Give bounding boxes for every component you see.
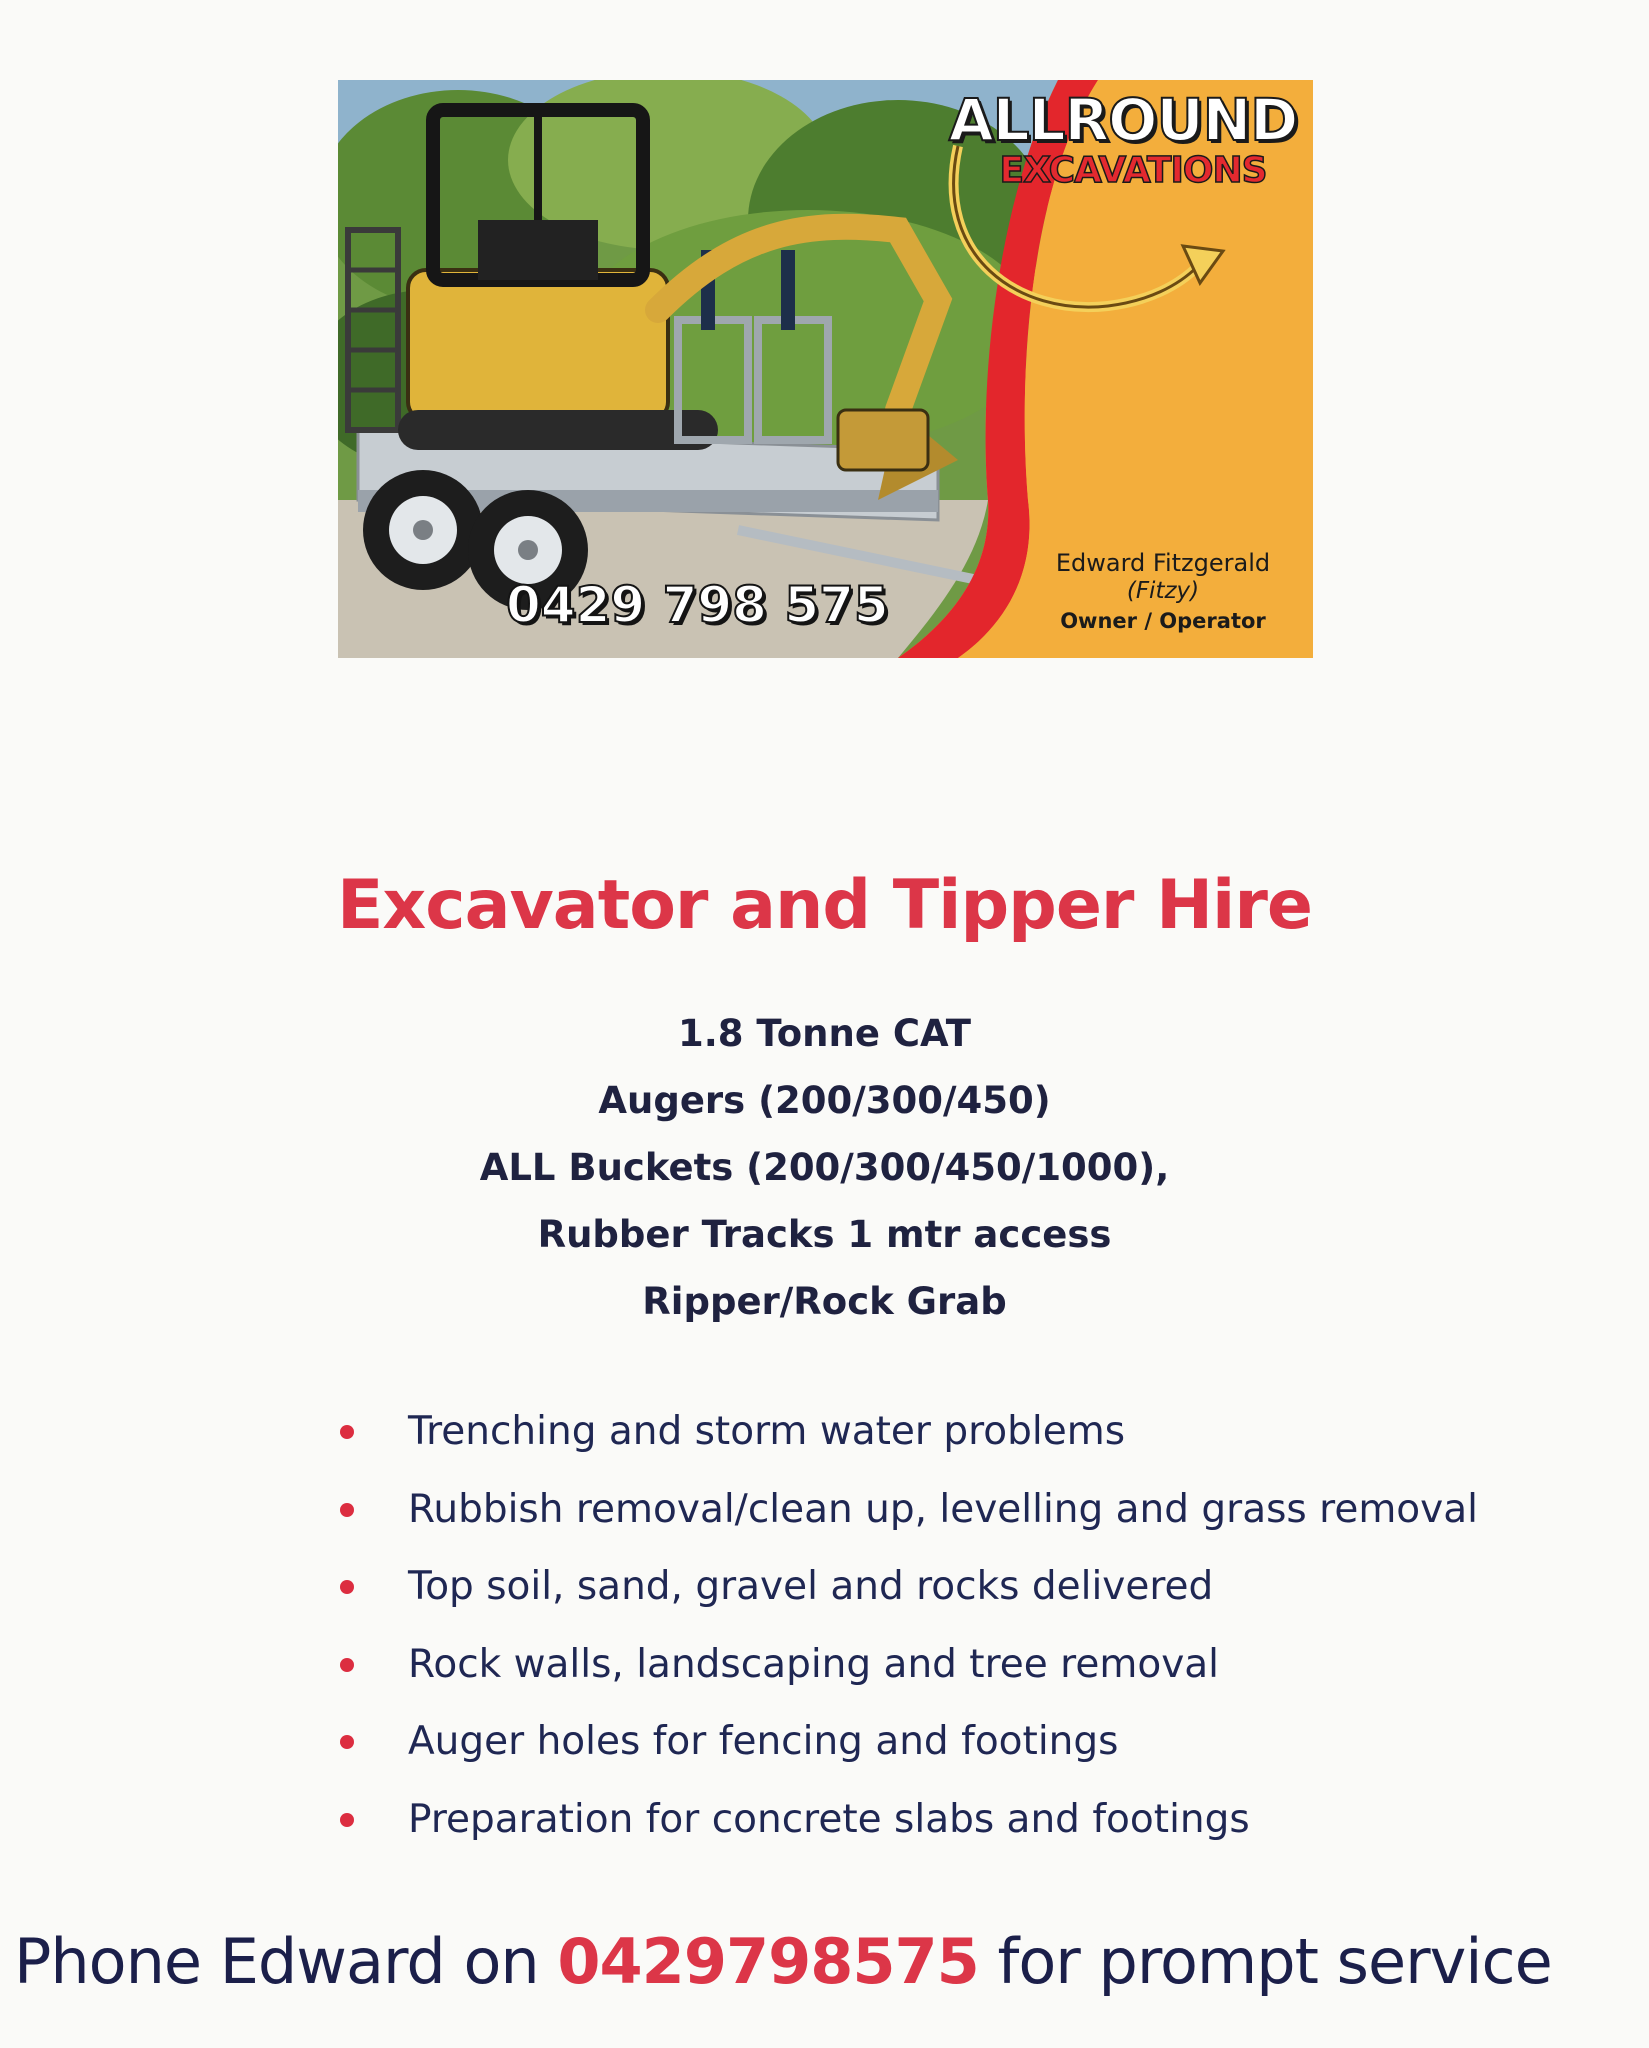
equipment-specs-list — [0, 1000, 1649, 1335]
card-phone-number: 0429 798 575 — [506, 576, 889, 634]
spec-item: Rubber Tracks 1 mtr access — [537, 1213, 1112, 1256]
service-item — [330, 1400, 1478, 1478]
service-text: Trenching and storm water problems — [408, 1409, 1126, 1454]
spec-item: Augers (200/300/450) — [598, 1079, 1051, 1122]
service-text: Preparation for concrete slabs and footings — [408, 1796, 1250, 1842]
bullet-dot-icon — [340, 1658, 354, 1672]
business-card — [338, 80, 1313, 658]
service-item — [330, 1710, 1478, 1788]
services-list — [330, 1400, 1478, 1865]
bullet-dot-icon — [340, 1580, 354, 1594]
bullet-dot-icon — [340, 1503, 354, 1517]
spec-item: 1.8 Tonne CAT — [678, 1012, 971, 1055]
service-item — [330, 1478, 1478, 1556]
footer-suffix: for prompt service — [978, 1925, 1552, 1998]
logo-allround: ALLROUND — [948, 86, 1298, 154]
owner-role: Owner / Operator — [1060, 609, 1266, 633]
owner-name: Edward Fitzgerald — [1055, 549, 1271, 577]
logo-excavations: EXCAVATIONS — [999, 150, 1267, 191]
spec-item: Ripper/Rock Grab — [642, 1280, 1007, 1323]
bullet-dot-icon — [340, 1425, 354, 1439]
footer-call-to-action — [14, 1925, 1649, 1998]
owner-nickname: (Fitzy) — [1126, 578, 1200, 604]
footer-phone-number: 0429798575 — [557, 1925, 979, 1998]
service-item — [330, 1788, 1478, 1866]
service-text: Rubbish removal/clean up, levelling and grass removal — [408, 1486, 1478, 1532]
company-logo — [938, 86, 1308, 356]
card-owner-block — [1018, 548, 1308, 638]
spec-item: ALL Buckets (200/300/450/1000), — [479, 1146, 1170, 1189]
footer-prefix: Phone Edward on — [14, 1925, 558, 1998]
service-text: Auger holes for fencing and footings — [408, 1719, 1119, 1764]
service-item — [330, 1555, 1478, 1633]
bullet-dot-icon — [340, 1735, 354, 1749]
service-text: Rock walls, landscaping and tree removal — [408, 1641, 1220, 1687]
service-text: Top soil, sand, gravel and rocks delivered — [408, 1564, 1214, 1609]
flyer-headline: Excavator and Tipper Hire — [336, 866, 1313, 945]
bullet-dot-icon — [340, 1813, 354, 1827]
service-item — [330, 1633, 1478, 1711]
